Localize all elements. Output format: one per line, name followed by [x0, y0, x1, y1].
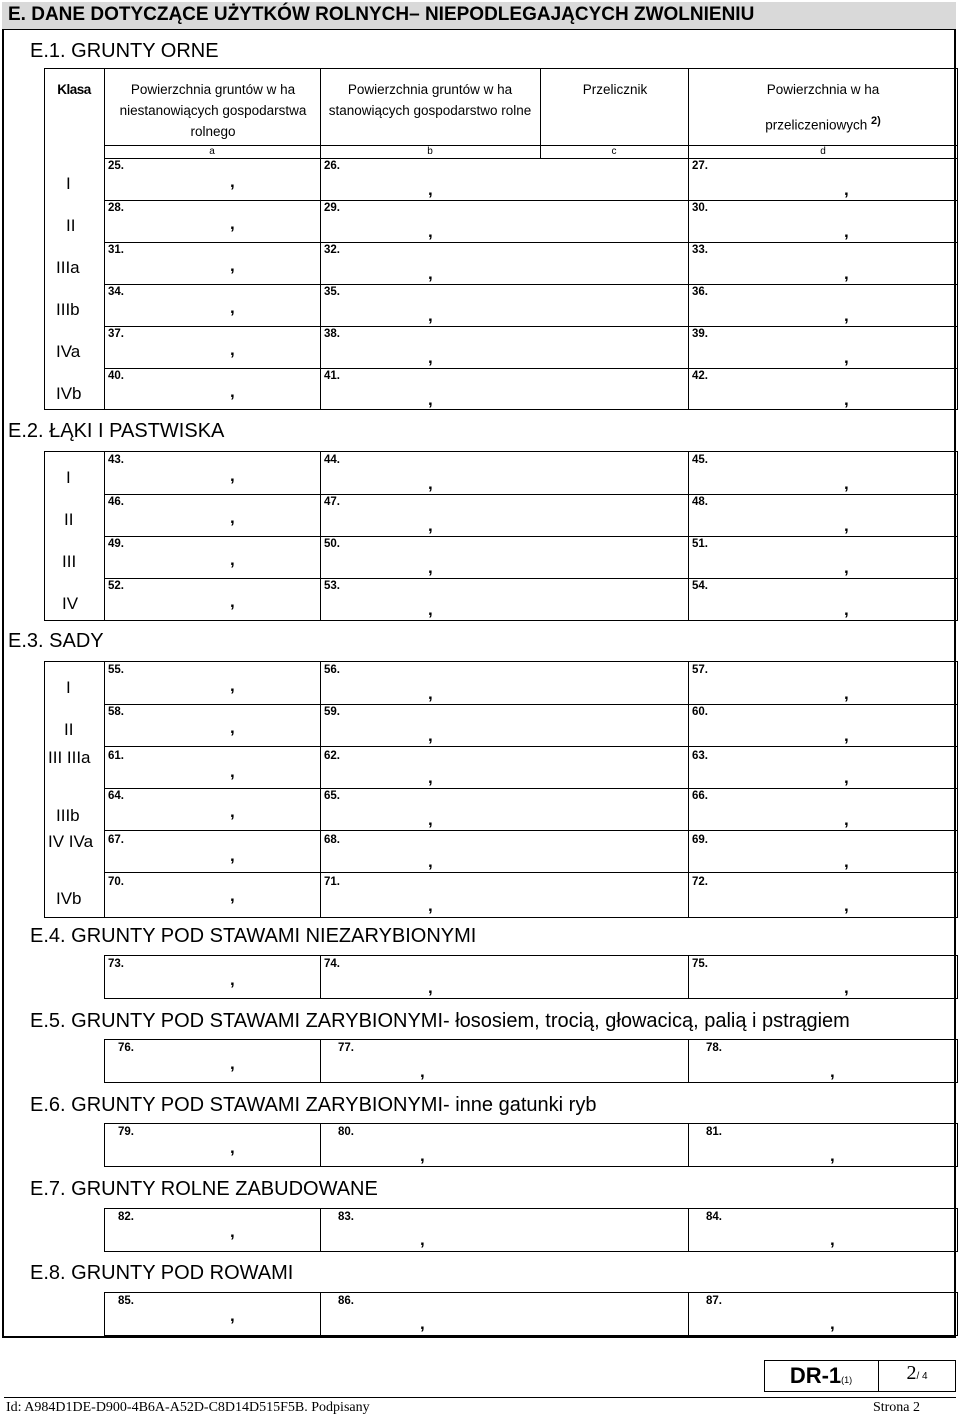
decimal-comma[interactable]: ,	[230, 214, 235, 233]
field-num: 28.	[108, 202, 124, 214]
col-letter-b: b	[427, 146, 433, 157]
col-letter-d: d	[820, 146, 826, 157]
e5-title: E.5. GRUNTY POD STAWAMI ZARYBIONYMI- łososiem, trocią, głowacicą, palią i pstrągiem	[30, 1010, 850, 1032]
decimal-comma[interactable]: ,	[230, 762, 235, 781]
grid-line	[104, 746, 958, 747]
field-num: 45.	[692, 454, 708, 466]
decimal-comma[interactable]: ,	[830, 1146, 835, 1165]
field-num: 51.	[692, 538, 708, 550]
form-code	[766, 1363, 876, 1389]
field-num: 76.	[118, 1042, 134, 1054]
grid-line	[104, 578, 958, 579]
decimal-comma[interactable]: ,	[230, 676, 235, 695]
field-num: 49.	[108, 538, 124, 550]
field-num: 60.	[692, 706, 708, 718]
field-num: 75.	[692, 958, 708, 970]
decimal-comma[interactable]: ,	[844, 810, 849, 829]
field-num: 64.	[108, 790, 124, 802]
e1-title: E.1. GRUNTY ORNE	[30, 40, 219, 62]
grid-line	[688, 1039, 689, 1083]
e3-table	[44, 661, 958, 918]
grid-line	[320, 1123, 321, 1167]
page-label: Strona 2	[872, 1400, 920, 1415]
decimal-comma[interactable]: ,	[844, 600, 849, 619]
grid-line	[320, 661, 321, 918]
decimal-comma[interactable]: ,	[428, 978, 433, 997]
decimal-comma[interactable]: ,	[230, 256, 235, 275]
grid-line	[104, 536, 958, 537]
field-num: 27.	[692, 160, 708, 172]
decimal-comma[interactable]: ,	[844, 264, 849, 283]
decimal-comma[interactable]: ,	[428, 852, 433, 871]
decimal-comma[interactable]: ,	[830, 1062, 835, 1081]
field-num: 83.	[338, 1211, 354, 1223]
decimal-comma[interactable]: ,	[420, 1314, 425, 1333]
header-klasa: Klasa	[57, 82, 91, 97]
decimal-comma[interactable]: ,	[230, 886, 235, 905]
decimal-comma[interactable]: ,	[420, 1146, 425, 1165]
decimal-comma[interactable]: ,	[428, 222, 433, 241]
field-num: 25.	[108, 160, 124, 172]
decimal-comma[interactable]: ,	[230, 802, 235, 821]
decimal-comma[interactable]: ,	[844, 390, 849, 409]
grid-line	[104, 872, 958, 873]
field-num: 30.	[692, 202, 708, 214]
field-num: 52.	[108, 580, 124, 592]
field-num: 84.	[706, 1211, 722, 1223]
decimal-comma[interactable]: ,	[844, 726, 849, 745]
field-num: 31.	[108, 244, 124, 256]
grid-line	[104, 494, 958, 495]
decimal-comma[interactable]: ,	[844, 474, 849, 493]
grid-line	[104, 704, 958, 705]
field-num: 80.	[338, 1126, 354, 1138]
field-num: 38.	[324, 328, 340, 340]
section-title: E. DANE DOTYCZĄCE UŻYTKÓW ROLNYCH– NIEPODLEGAJĄCYCH ZWOLNIENIU	[8, 4, 755, 25]
header-col-d-sub	[692, 111, 954, 136]
decimal-comma[interactable]: ,	[428, 600, 433, 619]
grid-line	[688, 1208, 689, 1252]
field-num: 72.	[692, 876, 708, 888]
grid-line	[104, 326, 958, 327]
field-num: 79.	[118, 1126, 134, 1138]
grid-line	[688, 661, 689, 918]
decimal-comma[interactable]: ,	[230, 718, 235, 737]
field-num: 53.	[324, 580, 340, 592]
klasa-label: II	[64, 510, 74, 529]
decimal-comma[interactable]: ,	[844, 684, 849, 703]
decimal-comma[interactable]: ,	[428, 180, 433, 199]
field-num: 48.	[692, 496, 708, 508]
field-num: 59.	[324, 706, 340, 718]
header-col-b: Powierzchnia gruntów w ha stanowiących gospodarstwo rolne	[328, 82, 532, 118]
field-num: 50.	[324, 538, 340, 550]
klasa-label: I	[66, 174, 71, 193]
decimal-comma[interactable]: ,	[420, 1062, 425, 1081]
form-id-divider	[878, 1360, 879, 1392]
e4-title: E.4. GRUNTY POD STAWAMI NIEZARYBIONYMI	[30, 925, 477, 947]
decimal-comma[interactable]: ,	[428, 474, 433, 493]
field-num: 37.	[108, 328, 124, 340]
field-num: 65.	[324, 790, 340, 802]
footnote-marker: 2)	[871, 115, 881, 127]
klasa-label: III IIIa	[48, 748, 91, 767]
field-num: 85.	[118, 1295, 134, 1307]
decimal-comma[interactable]: ,	[844, 348, 849, 367]
decimal-comma[interactable]: ,	[844, 222, 849, 241]
field-num: 62.	[324, 750, 340, 762]
decimal-comma[interactable]: ,	[428, 348, 433, 367]
field-num: 29.	[324, 202, 340, 214]
field-num: 78.	[706, 1042, 722, 1054]
col-letter-c: c	[611, 146, 617, 157]
field-num: 34.	[108, 286, 124, 298]
decimal-comma[interactable]: ,	[230, 970, 235, 989]
field-num: 81.	[706, 1126, 722, 1138]
decimal-comma[interactable]: ,	[428, 684, 433, 703]
field-num: 69.	[692, 834, 708, 846]
form-code-text: DR-1	[789, 1363, 842, 1388]
grid-line	[104, 788, 958, 789]
klasa-label: IVb	[56, 889, 82, 908]
decimal-comma[interactable]: ,	[230, 1138, 235, 1157]
klasa-label: IV IVa	[48, 832, 94, 851]
decimal-comma[interactable]: ,	[830, 1314, 835, 1333]
decimal-comma[interactable]: ,	[230, 340, 235, 359]
decimal-comma[interactable]: ,	[428, 558, 433, 577]
klasa-label: IVb	[56, 384, 82, 403]
decimal-comma[interactable]: ,	[230, 1306, 235, 1325]
grid-line	[688, 955, 689, 999]
field-num: 68.	[324, 834, 340, 846]
decimal-comma[interactable]: ,	[428, 810, 433, 829]
grid-line	[320, 1039, 321, 1083]
field-num: 58.	[108, 706, 124, 718]
decimal-comma[interactable]: ,	[844, 978, 849, 997]
field-num: 73.	[108, 958, 124, 970]
col-letter-a: a	[209, 146, 215, 157]
field-num: 46.	[108, 496, 124, 508]
klasa-label: IIIb	[56, 300, 80, 319]
header-col-c: Przelicznik	[582, 82, 648, 97]
decimal-comma[interactable]: ,	[428, 516, 433, 535]
field-num: 67.	[108, 834, 124, 846]
page-total: / 4	[916, 1371, 928, 1382]
header-col-d-sub-text: przeliczeniowych	[765, 117, 868, 133]
field-num: 71.	[324, 876, 340, 888]
decimal-comma[interactable]: ,	[230, 172, 235, 191]
grid-line	[320, 955, 321, 999]
field-num: 70.	[108, 876, 124, 888]
page-number: 2	[906, 1362, 917, 1384]
field-num: 40.	[108, 370, 124, 382]
decimal-comma[interactable]: ,	[230, 550, 235, 569]
decimal-comma[interactable]: ,	[844, 180, 849, 199]
decimal-comma[interactable]: ,	[230, 1222, 235, 1241]
grid-line	[104, 830, 958, 831]
e6-title: E.6. GRUNTY POD STAWAMI ZARYBIONYMI- inne gatunki ryb	[30, 1094, 597, 1116]
field-num: 26.	[324, 160, 340, 172]
field-num: 32.	[324, 244, 340, 256]
e3-title: E.3. SADY	[8, 630, 104, 652]
field-num: 42.	[692, 370, 708, 382]
form-code-sub: (1)	[841, 1375, 853, 1385]
decimal-comma[interactable]: ,	[428, 896, 433, 915]
field-num: 54.	[692, 580, 708, 592]
klasa-label: III	[62, 552, 77, 571]
field-num: 41.	[324, 370, 340, 382]
decimal-comma[interactable]: ,	[844, 768, 849, 787]
decimal-comma[interactable]: ,	[844, 516, 849, 535]
field-num: 43.	[108, 454, 124, 466]
klasa-label: II	[66, 216, 76, 235]
decimal-comma[interactable]: ,	[428, 306, 433, 325]
decimal-comma[interactable]: ,	[230, 298, 235, 317]
decimal-comma[interactable]: ,	[428, 768, 433, 787]
field-num: 86.	[338, 1295, 354, 1307]
decimal-comma[interactable]: ,	[230, 508, 235, 527]
decimal-comma[interactable]: ,	[844, 852, 849, 871]
klasa-label: I	[66, 468, 71, 487]
klasa-label: IV	[62, 594, 79, 613]
e2-title: E.2. ŁĄKI I PASTWISKA	[8, 420, 225, 442]
decimal-comma[interactable]: ,	[230, 466, 235, 485]
page-of	[880, 1362, 954, 1385]
field-num: 74.	[324, 958, 340, 970]
field-num: 35.	[324, 286, 340, 298]
decimal-comma[interactable]: ,	[428, 390, 433, 409]
field-num: 61.	[108, 750, 124, 762]
field-num: 36.	[692, 286, 708, 298]
e8-title: E.8. GRUNTY POD ROWAMI	[30, 1262, 294, 1284]
grid-line	[688, 1123, 689, 1167]
grid-line	[320, 1292, 321, 1336]
grid-line	[104, 284, 958, 285]
field-num: 87.	[706, 1295, 722, 1307]
field-num: 57.	[692, 664, 708, 676]
decimal-comma[interactable]: ,	[844, 896, 849, 915]
klasa-label: IIIa	[56, 258, 80, 277]
klasa-label: IVa	[56, 342, 81, 361]
decimal-comma[interactable]: ,	[428, 726, 433, 745]
grid-line	[104, 200, 958, 201]
field-num: 63.	[692, 750, 708, 762]
footer-rule	[4, 1397, 956, 1398]
field-num: 77.	[338, 1042, 354, 1054]
field-num: 66.	[692, 790, 708, 802]
document-id: Id: A984D1DE-D900-4B6A-A52D-C8D14D515F5B. Podpisany	[6, 1400, 370, 1415]
decimal-comma[interactable]: ,	[230, 1054, 235, 1073]
field-num: 82.	[118, 1211, 134, 1223]
klasa-label: IIIb	[56, 806, 80, 825]
klasa-label: I	[66, 678, 71, 697]
decimal-comma[interactable]: ,	[230, 846, 235, 865]
grid-line	[320, 1208, 321, 1252]
header-col-a: Powierzchnia gruntów w ha niestanowiących gospodarstwa rolnego	[119, 82, 307, 139]
field-num: 33.	[692, 244, 708, 256]
field-num: 44.	[324, 454, 340, 466]
decimal-comma[interactable]: ,	[830, 1230, 835, 1249]
decimal-comma[interactable]: ,	[428, 264, 433, 283]
grid-line	[688, 1292, 689, 1336]
decimal-comma[interactable]: ,	[420, 1230, 425, 1249]
grid-line	[104, 242, 958, 243]
field-num: 47.	[324, 496, 340, 508]
decimal-comma[interactable]: ,	[844, 306, 849, 325]
decimal-comma[interactable]: ,	[230, 592, 235, 611]
e7-title: E.7. GRUNTY ROLNE ZABUDOWANE	[30, 1178, 378, 1200]
field-num: 56.	[324, 664, 340, 676]
decimal-comma[interactable]: ,	[844, 558, 849, 577]
grid-line	[104, 368, 958, 369]
field-num: 55.	[108, 664, 124, 676]
klasa-label: II	[64, 720, 74, 739]
field-num: 39.	[692, 328, 708, 340]
header-col-d: Powierzchnia w ha	[766, 82, 880, 97]
decimal-comma[interactable]: ,	[230, 382, 235, 401]
grid-line	[104, 661, 105, 918]
